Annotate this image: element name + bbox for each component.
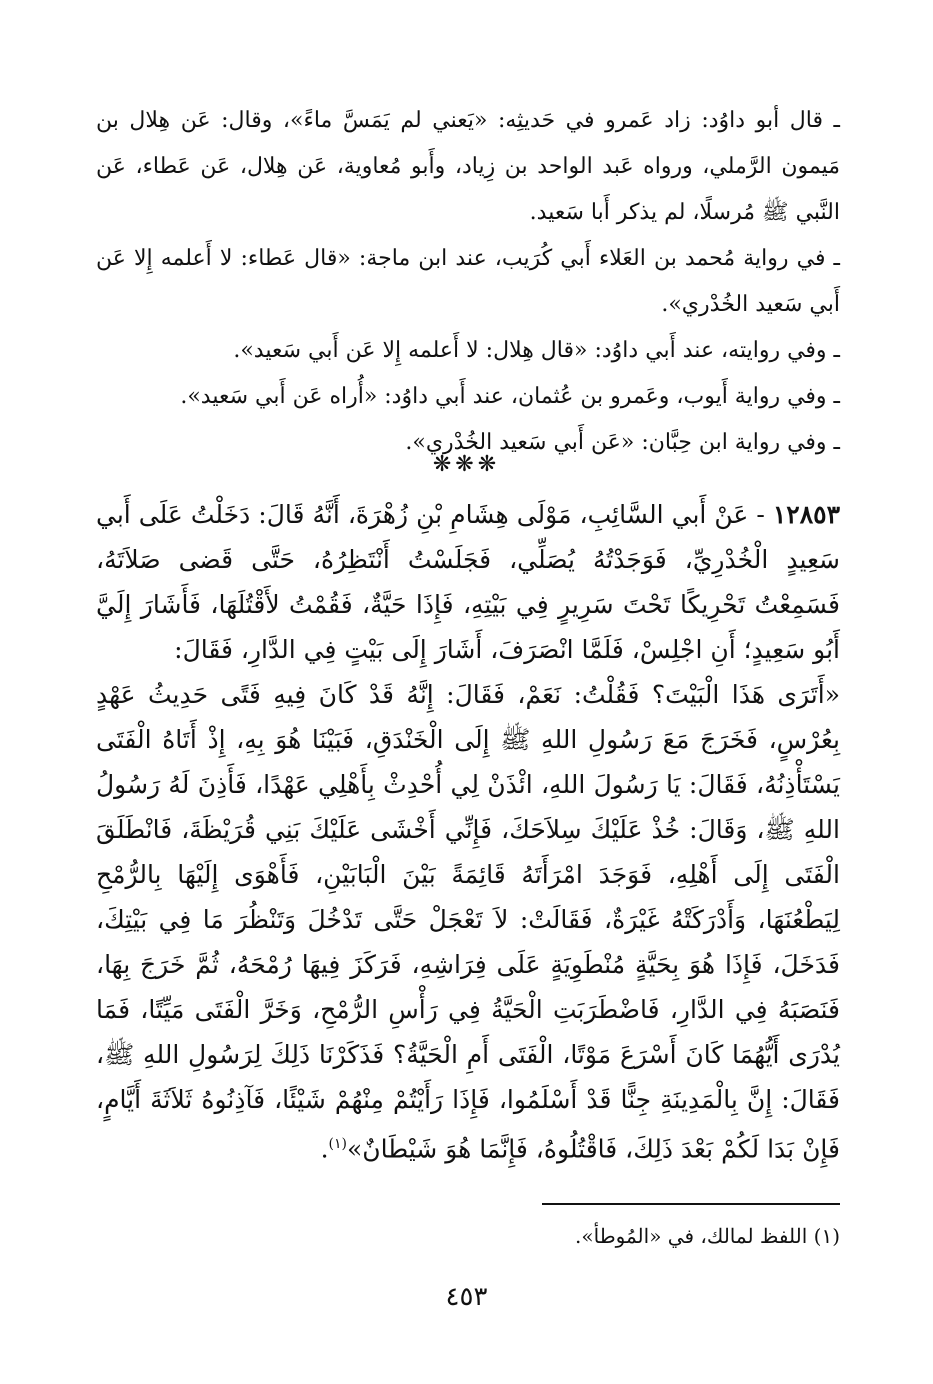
hadith-number: ١٢٨٥٣	[772, 500, 841, 529]
note-hilal-line: ـ وفي روايته، عند أَبي داوُد: «قال هِلال: لا أَعلمه إِلا عَن أَبي سَعيد».	[233, 338, 840, 363]
note-abu-dawud-paragraph: ـ قال أبو داوُد: زاد عَمرو في حَديثِه: «يَعني لم يَمَسَّ ماءً»، وقال: عَن هِلال بن مَيمون الرَّملي، ورواه عَبد الواحد بن زِياد، وأَبو مُعاوية، عَن هِلال، عَن عَطاء، عَن النَّبي ﷺ مُرسلًا، لم يذكر أَبا سَعيد.	[96, 108, 840, 225]
note-ibn-hibban-line: ـ وفي رواية ابن حِبَّان: «عَن أَبي سَعيد الخُدْري».	[405, 430, 840, 455]
hadith-intro-text: عَنْ أَبي السَّائِبِ، مَوْلَى هِشَامِ بْنِ زُهْرَةَ، أَنَّهُ قَالَ: دَخَلْتُ عَلَى أَبي سَعِيدٍ الْخُدْرِيِّ، فَوَجَدْتُهُ يُصَلِّي، فَجَلَسْتُ أَنْتَظِرُهُ، حَتَّى قَضى صَلاَتَهُ، فَسَمِعْتُ تَحْرِيكًا تَحْتَ سَرِيرٍ فِي بَيْتِهِ، فَإِذَا حَيَّةٌ، فَقُمْتُ لأَقْتُلَهَا، فَأَشَارَ إِلَيَّ أَبُو سَعِيدٍ؛ أَنِ اجْلِسْ، فَلَمَّا انْصَرَفَ، أَشَارَ إِلَى بَيْتٍ فِي الدَّارِ، فَقَالَ:	[96, 500, 840, 664]
hadith-body-paragraph: «أَتَرَى هَذَا الْبَيْتَ؟ فَقُلْتُ: نَعَمْ، فَقَالَ: إِنَّهُ قَدْ كَانَ فِيهِ فَتًى حَدِيثُ عَهْدٍ بِعُرْسٍ، فَخَرَجَ مَعَ رَسُولِ اللهِ ﷺ إِلَى الْخَنْدَقِ، فَبَيْنَا هُوَ بِهِ، إِذْ أَتَاهُ الْفَتَى يَسْتَأْذِنُهُ، فَقَالَ: يَا رَسُولَ اللهِ، ائْذَنْ لِي أُحْدِثْ بِأَهْلِي عَهْدًا، فَأَذِنَ لَهُ رَسُولُ اللهِ ﷺ، وَقَالَ: خُذْ عَلَيْكَ سِلاَحَكَ، فَإِنِّي أَخْشَى عَلَيْكَ بَنِي قُرَيْظَةَ، فَانْطَلَقَ الْفَتَى إِلَى أَهْلِهِ، فَوَجَدَ امْرَأَتَهُ قَائِمَةً بَيْنَ الْبَابَيْنِ، فَأَهْوَى إِلَيْهَا بِالرُّمْحِ لِيَطْعُنَهَا، وَأَدْرَكَتْهُ غَيْرَةٌ، فَقَالَتْ: لاَ تَعْجَلْ حَتَّى تَدْخُلَ وَتَنْظُرَ مَا فِي بَيْتِكَ، فَدَخَلَ، فَإِذَا هُوَ بِحَيَّةٍ مُنْطَوِيَةٍ عَلَى فِرَاشِهِ، فَرَكَزَ فِيهَا رُمْحَهُ، ثُمَّ خَرَجَ بِهَا، فَنَصَبَهُ فِي الدَّارِ، فَاضْطَرَبَتِ الْحَيَّةُ فِي رَأْسِ الرُّمْحِ، وَخَرَّ الْفَتَى مَيِّتًا، فَمَا يُدْرَى أَيُّهُمَا كَانَ أَسْرَعَ مَوْتًا، الْفَتَى أَمِ الْحَيَّةُ؟ فَذَكَرْنَا ذَلِكَ لِرَسُولِ اللهِ ﷺ، فَقَالَ: إِنَّ بِالْمَدِينَةِ جِنًّا قَدْ أَسْلَمُوا، فَإِذَا رَأَيْتُمْ مِنْهُمْ شَيْئًا، فَآذِنُوهُ ثَلاَثَةَ أَيَّامٍ، فَإِنْ بَدَا لَكُمْ بَعْدَ ذَلِكَ، فَاقْتُلُوهُ، فَإِنَّمَا هُوَ شَيْطَانٌ»$^{(١)}$.	[96, 680, 840, 1164]
note-ibn-majah-paragraph: ـ في رواية مُحمد بن العَلاء أَبي كُرَيب، عند ابن ماجة: «قال عَطاء: لا أَعلمه إِلا عَن أَبي سَعيد الخُدْري».	[96, 246, 840, 317]
hadith-dash: -	[748, 500, 773, 529]
page-number: ٤٥٣	[445, 1282, 488, 1312]
notes-section	[96, 98, 840, 466]
footnote-text: (١) اللفظ لمالك، في «المُوطأ».	[575, 1224, 840, 1248]
section-separator: ❋❋❋	[432, 452, 501, 477]
hadith-body-text: «أَتَرَى هَذَا الْبَيْتَ؟ فَقُلْتُ: نَعَمْ، فَقَالَ: إِنَّهُ قَدْ كَانَ فِيهِ فَتًى حَدِيثُ عَهْدٍ بِعُرْسٍ، فَخَرَجَ مَعَ رَسُولِ اللهِ ﷺ إِلَى الْخَنْدَقِ، فَبَيْنَا هُوَ بِهِ، إِذْ أَتَاهُ الْفَتَى يَسْتَأْذِنُهُ، فَقَالَ: يَا رَسُولَ اللهِ، ائْذَنْ لِي أُحْدِثْ بِأَهْلِي عَهْدًا، فَأَذِنَ لَهُ رَسُولُ اللهِ ﷺ، وَقَالَ: خُذْ عَلَيْكَ سِلاَحَكَ، فَإِنِّي أَخْشَى عَلَيْكَ بَنِي قُرَيْظَةَ، فَانْطَلَقَ الْفَتَى إِلَى أَهْلِهِ، فَوَجَدَ امْرَأَتَهُ قَائِمَةً بَيْنَ الْبَابَيْنِ، فَأَهْوَى إِلَيْهَا بِالرُّمْحِ لِيَطْعُنَهَا، وَأَدْرَكَتْهُ غَيْرَةٌ، فَقَالَتْ: لاَ تَعْجَلْ حَتَّى تَدْخُلَ وَتَنْظُرَ مَا فِي بَيْتِكَ، فَدَخَلَ، فَإِذَا هُوَ بِحَيَّةٍ مُنْطَوِيَةٍ عَلَى فِرَاشِهِ، فَرَكَزَ فِيهَا رُمْحَهُ، ثُمَّ خَرَجَ بِهَا، فَنَصَبَهُ فِي الدَّارِ، فَاضْطَرَبَتِ الْحَيَّةُ فِي رَأْسِ الرُّمْحِ، وَخَرَّ الْفَتَى مَيِّتًا، فَمَا يُدْرَى أَيُّهُمَا كَانَ أَسْرَعَ مَوْتًا، الْفَتَى أَمِ الْحَيَّةُ؟ فَذَكَرْنَا ذَلِكَ لِرَسُولِ اللهِ ﷺ، فَقَالَ: إِنَّ بِالْمَدِينَةِ جِنًّا قَدْ أَسْلَمُوا، فَإِذَا رَأَيْتُمْ مِنْهُمْ شَيْئًا، فَآذِنُوهُ ثَلاَثَةَ أَيَّامٍ، فَإِنْ بَدَا لَكُمْ بَعْدَ ذَلِكَ، فَاقْتُلُوهُ، فَإِنَّمَا هُوَ شَيْطَانٌ»	[96, 680, 840, 1164]
footnote-divider	[542, 1203, 840, 1205]
hadith-intro-paragraph	[96, 492, 840, 672]
note-ayyub-line: ـ وفي رواية أَيوب، وعَمرو بن عُثمان، عند أَبي داوُد: «أُراه عَن أَبي سَعيد».	[180, 384, 840, 409]
hadith-block	[96, 492, 840, 1171]
footnote-reference[interactable]: (١)	[328, 1136, 347, 1152]
